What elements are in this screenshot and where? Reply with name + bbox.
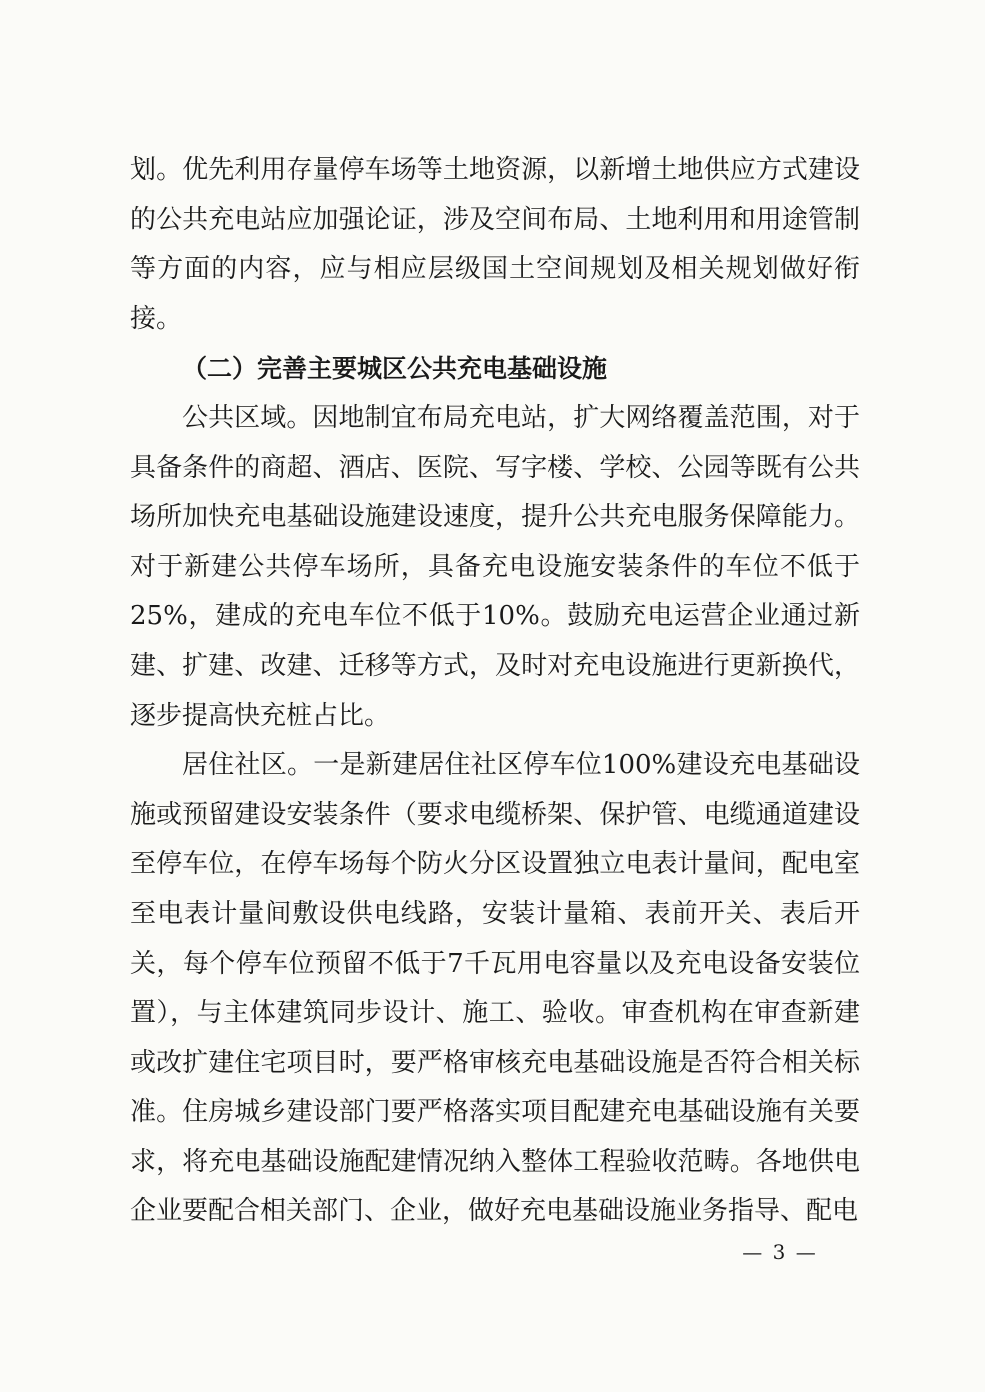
paragraph-residential-communities: 居住社区。一是新建居住社区停车位100%建设充电基础设施或预留建设安装条件（要求电缆桥架、保护管、电缆通道建设至停车位，在停车场每个防火分区设置独立电表计量间，配电室至电表计量间敷设供电线路，安装计量箱、表前开关、表后开关，每个停车位预留不低于7千瓦用电容量以及充电设备安装位置），与主体建筑同步设计、施工、验收。审查机构在审查新建或改扩建住宅项目时，要严格审核充电基础设施是否符合相关标准。住房城乡建设部门要严格落实项目配建充电基础设施有关要求，将充电基础设施配建情况纳入整体工程验收范畴。各地供电企业要配合相关部门、企业，做好充电基础设施业务指导、配电 bbox=[130, 750, 860, 1227]
document-body bbox=[130, 146, 860, 1237]
page-number: — 3 — bbox=[742, 1240, 818, 1264]
paragraph-public-areas: 公共区域。因地制宜布局充电站，扩大网络覆盖范围，对于具备条件的商超、酒店、医院、写字楼、学校、公园等既有公共场所加快充电基础设施建设速度，提升公共充电服务保障能力。对于新建公共停车场所，具备充电设施安装条件的车位不低于25%，建成的充电车位不低于10%。鼓励充电运营企业通过新建、扩建、改建、迁移等方式，及时对充电设施进行更新换代，逐步提高快充桩占比。 bbox=[130, 402, 860, 731]
section-heading: （二）完善主要城区公共充电基础设施 bbox=[182, 354, 608, 384]
paragraph-continuation: 划。优先利用存量停车场等土地资源，以新增土地供应方式建设的公共充电站应加强论证，涉及空间布局、土地利用和用途管制等方面的内容，应与相应层级国土空间规划及相关规划做好衔接。 bbox=[130, 155, 860, 334]
